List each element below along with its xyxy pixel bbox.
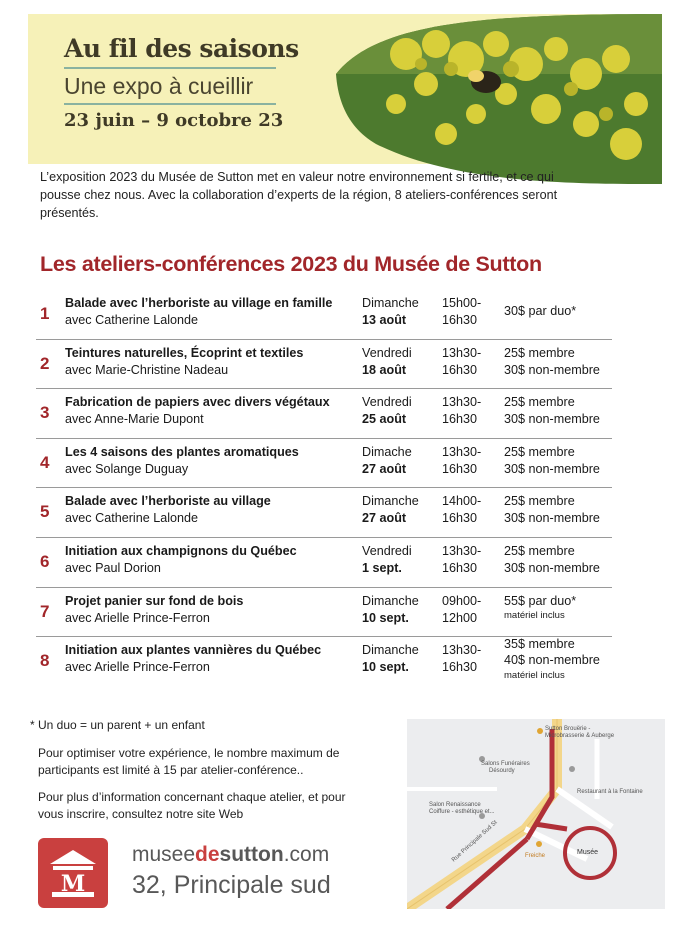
workshop-presenter: avec Arielle Prince-Ferron [65, 610, 210, 625]
workshop-price-member: 25$ membre [504, 494, 575, 509]
title-divider [64, 67, 276, 69]
site-part-musee: musee [132, 843, 196, 866]
workshop-materials-note: matériel inclus [504, 670, 565, 682]
website-link[interactable] [132, 843, 329, 867]
workshop-presenter: avec Catherine Lalonde [65, 313, 199, 327]
map-label-restaurant: Restaurant à la Fontaine [577, 789, 643, 795]
workshop-start: 13h30- [442, 444, 482, 459]
workshop-end: 16h30 [442, 560, 478, 575]
workshop-price-nonmember: 40$ non-membre [504, 653, 600, 668]
workshop-price-nonmember: 30$ non-membre [504, 412, 600, 427]
workshop-row [36, 340, 612, 390]
info-note: Pour plus d’information concernant chaque atelier, et pour vous inscrire, consultez notre site Web [38, 790, 346, 821]
intro-paragraph: L’exposition 2023 du Musée de Sutton met en valeur notre environnement si fertile, et ce qui pousse chez nous. Avec la collaboration d’experts de la région, 8 ateliers-conférences seront présentés. [40, 170, 558, 220]
workshop-title: Projet panier sur fond de bois [65, 593, 244, 608]
workshop-day: Dimanche [362, 643, 419, 658]
workshop-price: 55$ par duo* [504, 593, 577, 608]
exhibit-dates: 23 juin – 9 octobre 23 [64, 110, 284, 131]
workshop-price-member: 35$ membre [504, 637, 575, 652]
workshop-row [36, 637, 612, 686]
workshop-number: 4 [40, 452, 50, 472]
workshop-materials-note: matériel inclus [504, 609, 565, 621]
workshop-title: Les 4 saisons des plantes aromatiques [65, 444, 299, 459]
workshop-date: 10 sept. [362, 660, 409, 675]
site-part-tld: .com [283, 843, 330, 866]
workshop-date: 18 août [362, 362, 407, 377]
workshop-number: 8 [40, 651, 50, 671]
workshop-row [36, 588, 612, 638]
map-label-salons-2: Désourdy [489, 768, 515, 774]
workshop-start: 13h30- [442, 643, 482, 658]
workshop-price-member: 25$ membre [504, 444, 575, 459]
workshop-price-member: 25$ membre [504, 543, 575, 558]
workshop-end: 16h30 [442, 461, 478, 476]
workshop-presenter: avec Solange Duguay [65, 461, 189, 476]
workshop-title: Initiation aux champignons du Québec [65, 543, 297, 558]
workshop-price-member: 25$ membre [504, 345, 575, 360]
workshop-presenter: avec Anne-Marie Dupont [65, 412, 204, 427]
workshop-number: 2 [40, 353, 50, 373]
workshop-row [36, 488, 612, 538]
map-label-brouerie: Sutton Brouërie - [545, 726, 591, 732]
workshop-title: Balade avec l’herboriste au village en famille [65, 296, 333, 310]
workshop-day: Dimanche [362, 296, 419, 310]
workshop-date: 13 août [362, 313, 407, 327]
workshop-start: 14h00- [442, 494, 482, 509]
map-label-musee: Musée [577, 849, 599, 856]
map-label-salons: Salons Funéraires [481, 761, 530, 767]
workshop-start: 13h30- [442, 345, 482, 360]
duo-note: * Un duo = un parent + un enfant [30, 718, 205, 732]
workshop-day: Dimanche [362, 593, 419, 608]
workshop-date: 10 sept. [362, 610, 409, 625]
map-label-salon-renaissance: Salon Renaissance [429, 802, 481, 808]
map-label-brouerie-2: Microbrasserie & Auberge [545, 733, 615, 739]
workshop-start: 13h30- [442, 395, 482, 410]
workshop-row [36, 439, 612, 489]
workshop-day: Dimanche [362, 494, 419, 509]
workshop-end: 16h30 [442, 660, 478, 675]
workshop-number: 6 [40, 551, 50, 571]
workshop-end: 16h30 [442, 362, 478, 377]
workshop-end: 16h30 [442, 313, 478, 327]
workshop-price-nonmember: 30$ non-membre [504, 560, 600, 575]
section-title: Les ateliers-conférences 2023 du Musée de Sutton [40, 252, 542, 276]
map-label-street: Rue Principale Sud St [451, 819, 499, 864]
location-map[interactable] [407, 719, 665, 909]
workshop-price-nonmember: 30$ non-membre [504, 362, 600, 377]
workshop-end: 16h30 [442, 511, 478, 526]
workshop-presenter: avec Catherine Lalonde [65, 511, 199, 526]
workshop-number: 1 [40, 304, 50, 323]
workshop-row [36, 538, 612, 588]
workshop-title: Balade avec l’herboriste au village [65, 494, 271, 509]
workshop-presenter: avec Paul Dorion [65, 560, 161, 575]
site-part-sutton: sutton [219, 843, 284, 866]
workshop-presenter: avec Marie-Christine Nadeau [65, 362, 229, 377]
workshop-number: 3 [40, 403, 50, 423]
workshop-price-nonmember: 30$ non-membre [504, 511, 600, 526]
workshop-title: Teintures naturelles, Écoprint et textiles [65, 345, 304, 360]
museum-address: 32, Principale sud [132, 871, 331, 899]
workshop-number: 5 [40, 502, 50, 522]
museum-building-icon [38, 838, 108, 908]
workshop-end: 16h30 [442, 412, 478, 427]
workshop-day: Vendredi [362, 543, 412, 558]
workshop-start: 15h00- [442, 296, 482, 310]
workshop-date: 1 sept. [362, 560, 402, 575]
workshop-day: Vendredi [362, 345, 412, 360]
workshop-date: 27 août [362, 511, 407, 526]
exhibit-title: Au fil des saisons [64, 34, 299, 63]
workshop-price-member: 25$ membre [504, 395, 575, 410]
workshop-title: Initiation aux plantes vannières du Québec [65, 643, 322, 658]
workshop-presenter: avec Arielle Prince-Ferron [65, 660, 210, 675]
workshop-table [36, 290, 612, 686]
map-label-salon-renaissance-2: Coiffure - esthétique et... [429, 809, 495, 815]
workshop-end: 12h00 [442, 610, 478, 625]
capacity-note: Pour optimiser votre expérience, le nombre maximum de participants est limité à 15 par atelier-conférence.. [38, 746, 340, 777]
site-part-de: de [195, 843, 220, 866]
goldenrod-photo [336, 14, 662, 184]
workshop-date: 27 août [362, 461, 407, 476]
subtitle-divider [64, 103, 276, 105]
workshop-day: Vendredi [362, 395, 412, 410]
exhibit-title-block [64, 34, 324, 134]
workshop-row [36, 290, 612, 340]
exhibit-subtitle: Une expo à cueillir [64, 73, 254, 99]
workshop-start: 13h30- [442, 543, 482, 558]
workshop-row [36, 389, 612, 439]
logo-letter: M [60, 871, 86, 897]
workshop-day: Dimache [362, 444, 412, 459]
workshop-title: Fabrication de papiers avec divers végétaux [65, 395, 330, 410]
workshop-price-nonmember: 30$ non-membre [504, 461, 600, 476]
map-label-freiche: Freiche [525, 853, 546, 859]
workshop-number: 7 [40, 601, 50, 621]
workshop-price: 30$ par duo* [504, 304, 577, 318]
workshop-date: 25 août [362, 412, 407, 427]
museum-logo [38, 838, 108, 908]
workshop-start: 09h00- [442, 593, 482, 608]
